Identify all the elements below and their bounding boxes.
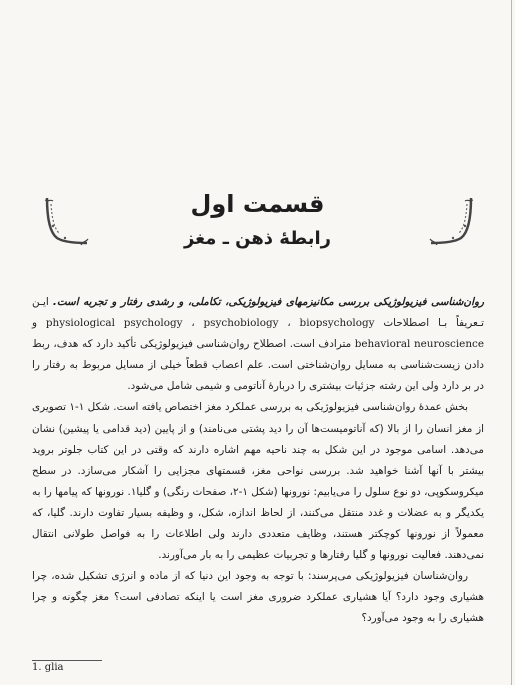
p1-part-a: ایـن تـعریفاً بـا اصطلاحات — [32, 296, 484, 330]
part-subtitle: رابطهٔ ذهن ـ مغز — [183, 228, 332, 249]
part-title: قسمت اول — [190, 190, 325, 218]
paragraph-2: بخش عمدهٔ روان‌شناسی فیزیولوژیکی به بررسی عملکرد مغز اختصاص یافته است. شکل ۱-۱ تصویری از مغز انسان را از بالا (که آناتومیست‌ها آن را دید پشتی می‌نامند) و از پایین (دید قدامی یا پیشین) نشان می‌دهد. اسامی موجود در این شکل به چند ناحیه مهم اشاره دارند که وقتی در این کتاب جلوتر بروید بیشتر با آنها آشنا خواهید شد. بررسی نواحی مغز، قسمتهای مجزایی را آشکار می‌سازد. در سطح میکروسکوپی، دو نوع سلول را می‌یابیم: نورونها (شکل ۱-۲، صفحات رنگی) و گلیا۱. نورونها که پیامها را به یکدیگر و به عضلات و غدد منتقل می‌کنند، از لحاظ اندازه، شکل، و وظیفه بسیار تفاوت دارند. گلیا، که معمولاً از نورونها کوچکتر هستند، وظایف متعددی دارند ولی اطلاعات را به فواصل طولانی انتقال نمی‌دهند. فعالیت نورونها و گلیا رفتارها و تجربیات عظیمی را به بار می‌آورند. — [32, 401, 484, 562]
p1-part-c: مترادف است. اصطلاح روان‌شناسی فیزیولوژیکی تأکید دارد که هدف، ربط دادن زیست‌شناسی به مسایل روان‌شناختی است. علم اعصاب قطعاً خیلی از مسایل مربوط به رفتار را در بر دارد ولی این رشته جزئیات بیشتری را دربارهٔ آناتومی و شیمی شامل می‌شود. — [32, 338, 484, 393]
page-edge — [511, 0, 512, 685]
footnote: 1. glia — [32, 662, 64, 673]
latin-terms: physiological psychology ، psychobiology ، biopsychology — [45, 317, 375, 330]
footnote-rule — [32, 660, 102, 661]
paragraph-3: روان‌شناسان فیزیولوژیکی می‌پرسند: با توجه به وجود این دنیا که از ماده و انرژی تشکیل شده، چرا هشیاری وجود دارد؟ آیا هشیاری عملکرد ضروری مغز است یا اینکه تصادفی است؟ مغز چگونه و چرا هشیاری را به وجود می‌آورد؟ — [32, 570, 484, 625]
p1-part-b: و — [32, 317, 46, 330]
paragraph-1 — [32, 292, 484, 397]
lead-definition: روان‌شناسی فیزیولوژیکی بررسی مکانیزمهای فیزیولوژیکی، تکاملی، و رشدی رفتار و تجربه است. — [52, 296, 484, 308]
latin-term-behavioral-neuroscience: behavioral neuroscience — [354, 338, 484, 351]
body-text — [32, 292, 484, 630]
